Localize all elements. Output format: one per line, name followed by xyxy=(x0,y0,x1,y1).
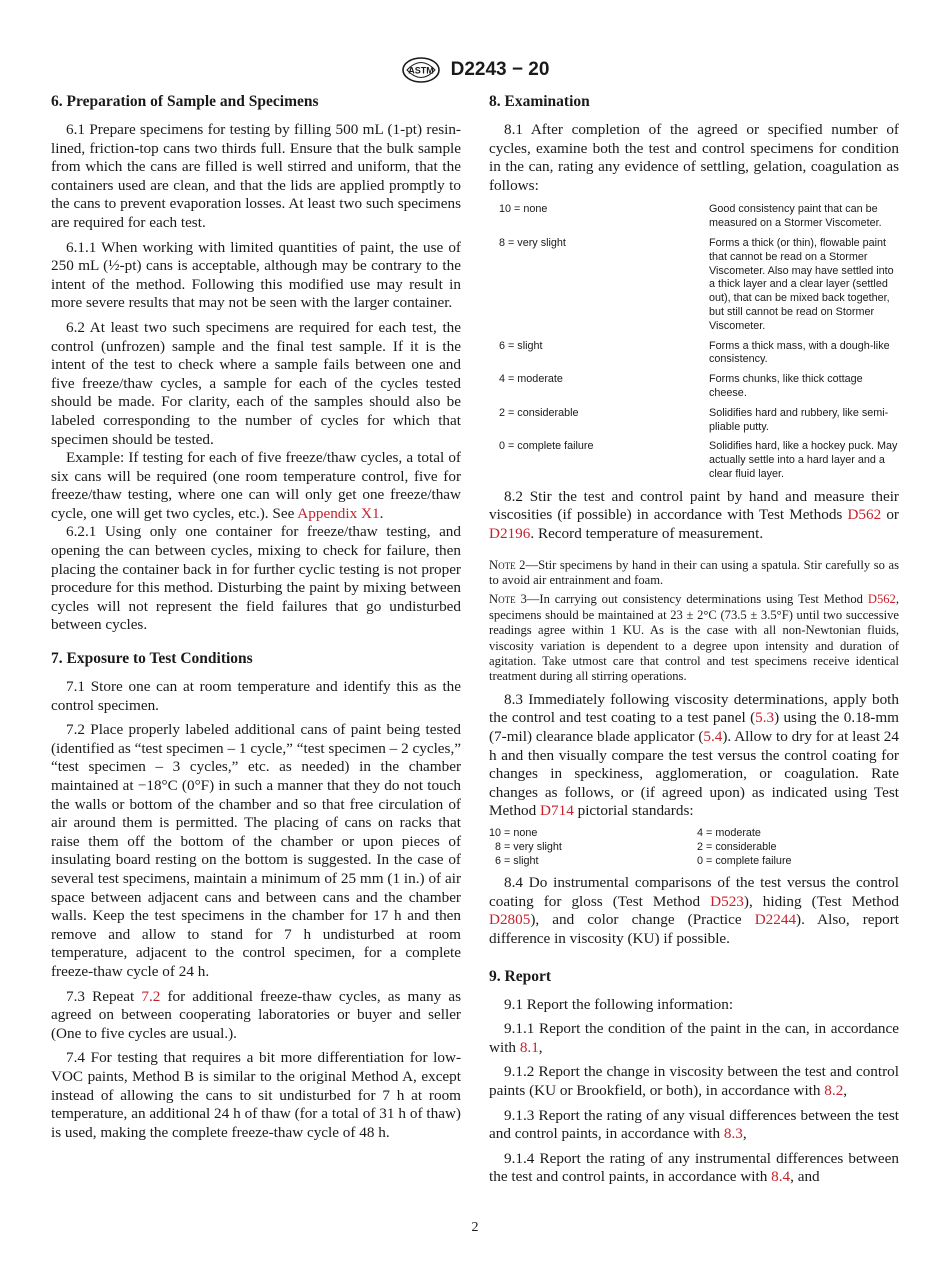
section-6-heading: 6. Preparation of Sample and Specimens xyxy=(51,93,319,110)
note-2: Note 2—Stir specimens by hand in their can using a spatula. Stir carefully so as to avoid air entrainment and foam. xyxy=(489,557,899,587)
paragraph-7-4: 7.4 For testing that requires a bit more differentiation for low-VOC paints, Method B is similar to the original Method A, except instead of allowing the cans to sit undisturbed for 7 h at room temperature, an additional 24 h of thaw (for a total of 31 h of thaw) is used, making the complete freeze-thaw cycle of 48 h. xyxy=(51,1049,461,1141)
paragraph-8-4: 8.4 Do instrumental comparisons of the test versus the control coating for gloss (Test Method D523), hiding (Test Method D2805), and color change (Practice D2244). Also, report difference in viscosity (KU) if possible. xyxy=(489,874,900,948)
rating-level: 4 = moderate xyxy=(499,373,563,386)
paragraph-7-2: 7.2 Place properly labeled additional cans of paint being tested (identified as “test specimen – 1 cycle,” “test specimen – 2 cycles,” “test specimen – 3 cycles,” etc. as needed) in the chamber maintained at −18°C (0°F) in such a manner that they do not touch the walls or bottom of the chamber and so that free circulation of air around them is permitted. The placing of cans on racks that raise them off the bottom of the chamber or upon pieces of insulating board resting on the bottom is suggested. In the case of several test specimens, maintain a minimum of 25 mm (1 in.) of air space between adjacent cans and between cans and the chamber walls. Keep the test specimens in the chamber for 17 h and then remove and allow to stand for 7 h undisturbed at room temperature, adjacent to the control specimen, for a complete freeze-thaw cycle of 24 h. xyxy=(51,721,461,980)
visual-rating-table xyxy=(489,827,899,868)
paragraph-6-1-1: 6.1.1 When working with limited quantities of paint, the use of 250 mL (½-pt) cans is acceptable, although may be contrary to the intent of the method. Following this modified use may result in more severe results that may not be seen with the larger container. xyxy=(51,238,461,312)
table-row xyxy=(489,407,899,441)
page-header xyxy=(0,57,950,83)
rating-description: Solidifies hard and rubbery, like semi-pliable putty. xyxy=(709,406,889,433)
note-3: Note 3—In carrying out consistency determinations using Test Method D562, specimens should be maintained at 23 ± 2°C (73.5 ± 3.5°F) until two successive readings agree within 1 KU. As is the case with all non-Newtonian fluids, viscosity variation is dependent to a degree upon intensity and duration of agitation. Take utmost care that control and test specimens receive identical treatment during all stirring operations. xyxy=(489,592,899,684)
section-9-heading: 9. Report xyxy=(489,967,551,985)
d714-link[interactable]: D714 xyxy=(540,802,574,820)
astm-logo-icon xyxy=(401,57,441,83)
paragraph-8-3: 8.3 Immediately following viscosity determinations, apply both the control and test coating to a test panel (5.3) using the 0.18-mm (7-mil) clearance blade applicator (5.4). Allow to dry for at least 24 h and then visually compare the test versus the control coating for changes in speckiness, agglomeration, or coagulation. Rate changes as follows, or (if agreed upon) as indicated using Test Method D714 pictorial standards: xyxy=(489,690,899,820)
rating-level: 0 = complete failure xyxy=(499,440,594,453)
rating-level: 10 = none xyxy=(499,203,548,216)
rating-cell: 8 = very slight xyxy=(495,840,562,853)
left-column xyxy=(51,92,461,1142)
appendix-x1-link[interactable]: Appendix X1 xyxy=(297,504,380,522)
right-column xyxy=(489,92,899,1187)
paragraph-8-1: 8.1 After completion of the agreed or specified number of cycles, examine both the test and control specimens for condition in the can, rating any evidence of settling, gelation, coagulation as follows: xyxy=(489,121,899,194)
rating-level: 8 = very slight xyxy=(499,236,566,249)
rating-cell: 6 = slight xyxy=(495,854,539,867)
table-row xyxy=(489,203,899,237)
d562-link[interactable]: D562 xyxy=(867,592,896,607)
rating-description: Forms a thick mass, with a dough-like consistency. xyxy=(709,339,890,366)
paragraph-6-1: 6.1 Prepare specimens for testing by filling 500 mL (1-pt) resin-lined, friction-top cans two thirds full. Ensure that the bulk sample from which the cans are filled is well stirred and uniform, that the containers used are clean, and that the lids are applied promptly to the cans to prevent evaporation losses. At least two such specimens are required for each test. xyxy=(51,121,461,231)
rating-description: Forms chunks, like thick cottage cheese. xyxy=(709,373,863,399)
paragraph-example: Example: If testing for each of five freeze/thaw cycles, a total of six cans will be required (one room temperature control, five for freeze/thaw testing, where one can will only get one freeze/thaw cycle, one will get two cycles, etc.). See Appendix X1. xyxy=(51,449,461,522)
rating-cell: 2 = considerable xyxy=(697,840,777,853)
rating-level: 6 = slight xyxy=(499,339,543,352)
section-5-4-link[interactable]: 5.4 xyxy=(703,727,723,745)
section-8-3-link[interactable]: 8.3 xyxy=(723,1125,743,1143)
condition-rating-table xyxy=(489,203,899,481)
paragraph-7-1: 7.1 Store one can at room temperature and identify this as the control specimen. xyxy=(51,678,461,714)
page-number: 2 xyxy=(471,1220,479,1235)
section-8-4-link[interactable]: 8.4 xyxy=(771,1168,791,1186)
paragraph-9-1-4: 9.1.4 Report the rating of any instrumental differences between the test and control paints, in accordance with 8.4, and xyxy=(489,1149,899,1186)
paragraph-6-2: 6.2 At least two such specimens are required for each test, the control (unfrozen) sample and the final test sample. If it is the intent of the test to check where a sample fails between one and five freeze/thaw cycles, a sample for each of the cycles tested should be made. For clarity, each of the samples should also be labeled corresponding to the number of cycles for which that specimen should be tested. xyxy=(51,318,461,448)
section-7-2-link[interactable]: 7.2 xyxy=(141,987,161,1005)
paragraph-6-2-1: 6.2.1 Using only one container for freeze/thaw testing, and opening the can between cycles, mixing to check for failure, then placing the container back in for further cyclic testing is not proper procedure for this method. Disturbing the paint by mixing between cycles will not represent the field failures that go undisturbed between cycles. xyxy=(51,523,461,634)
section-7-heading: 7. Exposure to Test Conditions xyxy=(51,650,253,668)
paragraph-7-3: 7.3 Repeat 7.2 for additional freeze-thaw cycles, as many as agreed on between cooperating laboratories or buyer and seller (One to five cycles are usual.). xyxy=(51,987,462,1042)
section-5-3-link[interactable]: 5.3 xyxy=(755,709,775,727)
rating-level: 2 = considerable xyxy=(499,406,579,419)
d562-link[interactable]: D562 xyxy=(847,506,882,524)
d523-link[interactable]: D523 xyxy=(710,892,744,910)
rating-description: Forms a thick (or thin), flowable paint that cannot be read on a Stormer Viscometer. Also may have settled into a thick layer and a clear layer (settled out), that can be mixed back together, but still cannot be read on Stormer Viscometer. xyxy=(709,236,894,332)
d2244-link[interactable]: D2244 xyxy=(754,911,797,929)
rating-description: Solidifies hard, like a hockey puck. May actually settle into a hard layer and a clear fluid layer. xyxy=(709,440,898,480)
table-row xyxy=(489,855,899,869)
paragraph-9-1: 9.1 Report the following information: xyxy=(504,995,734,1013)
paragraph-9-1-2: 9.1.2 Report the change in viscosity between the test and control paints (KU or Brookfield, or both), in accordance with 8.2, xyxy=(489,1063,899,1100)
table-row xyxy=(489,373,899,407)
rating-cell: 4 = moderate xyxy=(697,826,761,839)
svg-text:ASTM: ASTM xyxy=(407,65,434,76)
section-8-2-link[interactable]: 8.2 xyxy=(824,1082,844,1100)
document-designation: D2243 − 20 xyxy=(450,59,550,80)
d2805-link[interactable]: D2805 xyxy=(489,911,531,929)
section-8-1-link[interactable]: 8.1 xyxy=(519,1038,539,1056)
rating-cell: 10 = none xyxy=(489,826,538,839)
paragraph-8-2: 8.2 Stir the test and control paint by hand and measure their viscosities (if possible) in accordance with Test Methods D562 or D2196. Record temperature of measurement. xyxy=(489,487,899,542)
rating-cell: 0 = complete failure xyxy=(697,854,792,867)
rating-description: Good consistency paint that can be measured on a Stormer Viscometer. xyxy=(709,203,882,230)
paragraph-9-1-1: 9.1.1 Report the condition of the paint in the can, in accordance with 8.1, xyxy=(489,1020,899,1056)
table-row xyxy=(489,340,899,374)
table-row xyxy=(489,841,899,855)
table-row xyxy=(489,827,899,841)
d2196-link[interactable]: D2196 xyxy=(489,524,531,542)
table-row xyxy=(489,440,899,481)
paragraph-9-1-3: 9.1.3 Report the rating of any visual differences between the test and control paints, in accordance with 8.3, xyxy=(489,1106,899,1143)
section-8-heading: 8. Examination xyxy=(489,93,590,110)
table-row xyxy=(489,237,899,340)
